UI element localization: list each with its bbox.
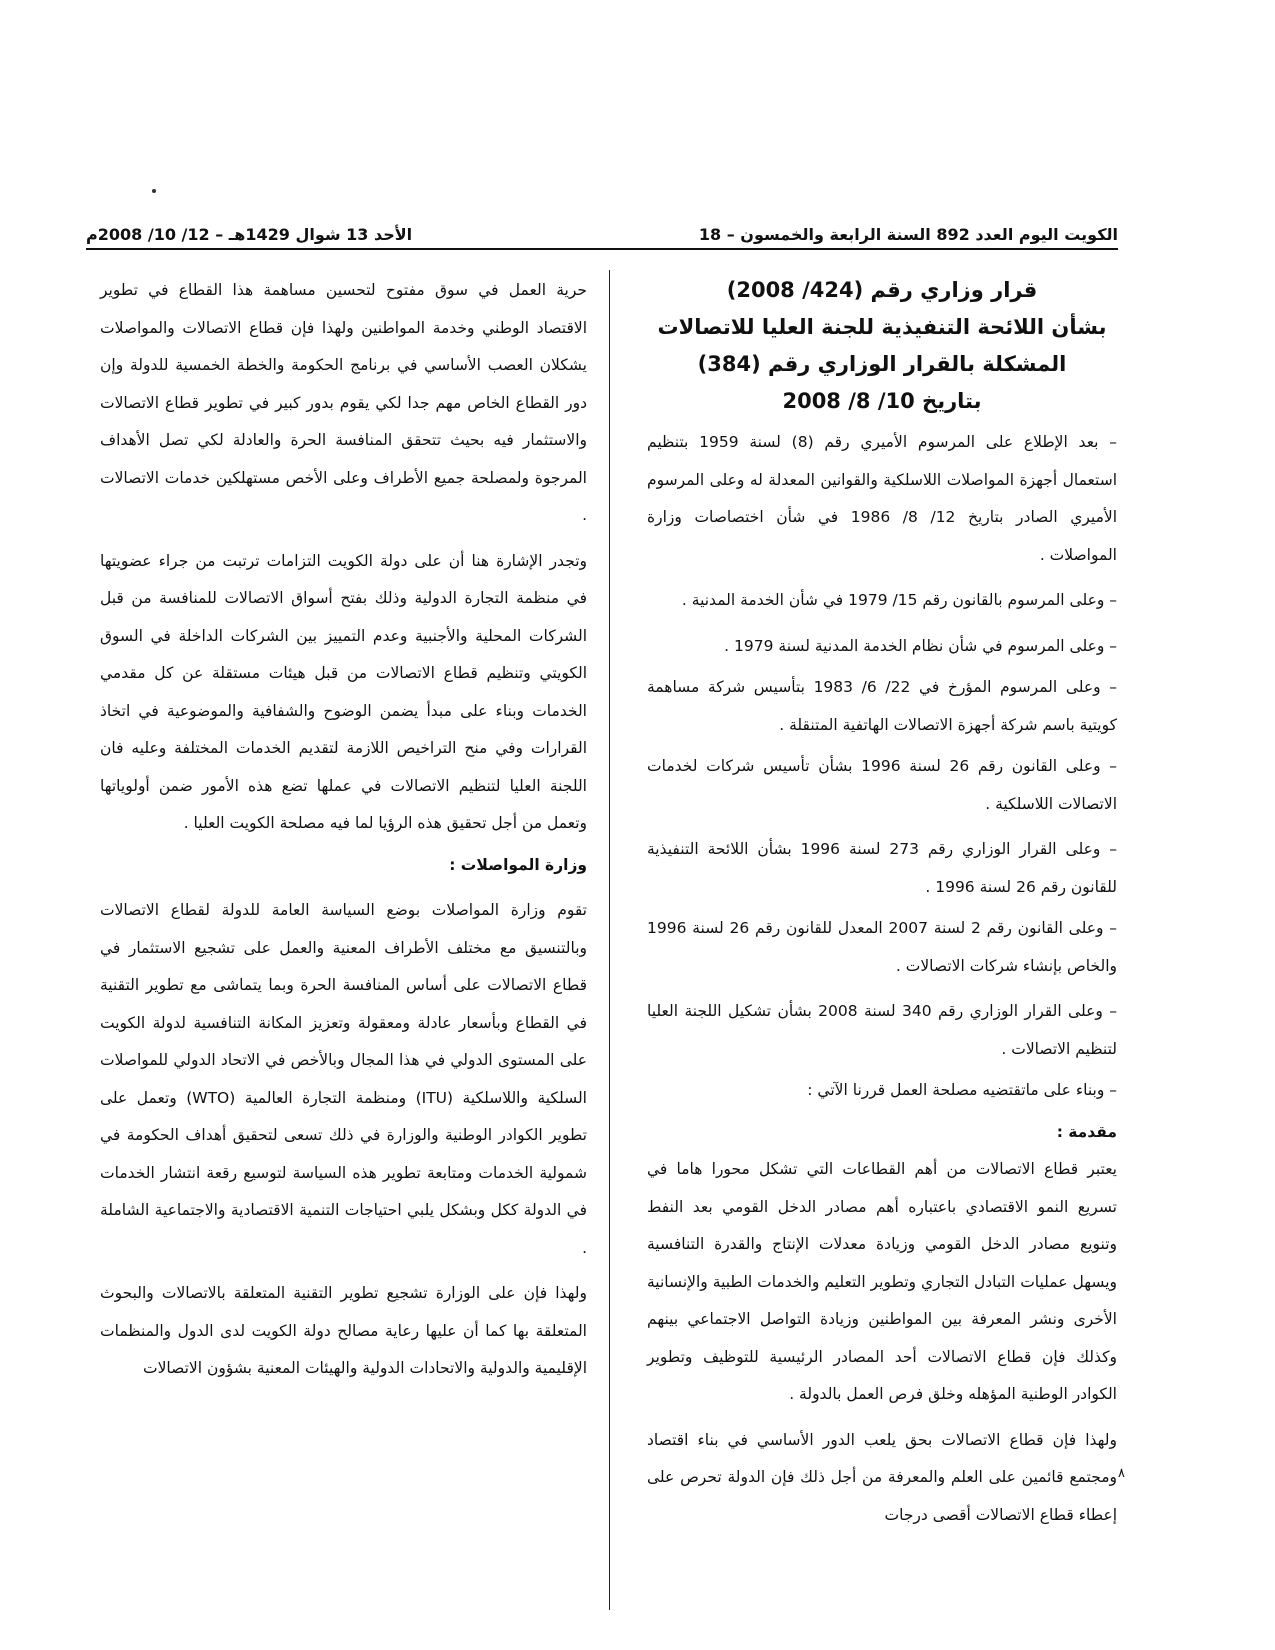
- margin-mark: ٨: [1118, 1466, 1125, 1481]
- intro-paragraph: يعتبر قطاع الاتصالات من أهم القطاعات التي تشكل محورا هاما في تسريع النمو الاقتصادي باعتباره أهم مصادر الدخل القومي بعد النفط وتنويع مصادر الدخل القومي وزيادة معدلات الإنتاج والقدرة التنافسية ويسهل عمليات التبادل التجاري وتطوير التعليم والخدمات الطبية والإنسانية الأخرى ونشر المعرفة بين المواطنين وزيادة التواصل الاجتماعي بينهم وكذلك فإن قطاع الاتصالات أحد المصادر الرئيسية للتوظيف وتطوير الكوادر الوطنية المؤهله وخلق فرص العمل بالدولة .: [647, 1160, 1117, 1403]
- title-line-3: المشكلة بالقرار الوزاري رقم (384): [697, 352, 1067, 376]
- right-column: [647, 272, 1117, 1538]
- preamble-paragraph: – وعلى القانون رقم 2 لسنة 2007 المعدل للقانون رقم 26 لسنة 1996 والخاص بإنشاء شركات الاتصالات .: [647, 919, 1117, 975]
- preamble-paragraph: – وبناء على ماتقتضيه مصلحة العمل قررنا الآتي :: [807, 1081, 1117, 1099]
- intro-heading: مقدمة :: [1056, 1122, 1117, 1141]
- title-line-4: بتاريخ 10/ 8/ 2008: [782, 389, 982, 413]
- preamble-paragraph: – وعلى القرار الوزاري رقم 340 لسنة 2008 بشأن تشكيل اللجنة العليا لتنظيم الاتصالات .: [647, 1002, 1117, 1058]
- preamble-paragraph: – وعلى القرار الوزاري رقم 273 لسنة 1996 بشأن اللائحة التنفيذية للقانون رقم 26 لسنة 1996 .: [647, 840, 1117, 896]
- column-divider: [609, 270, 610, 1610]
- preamble-paragraph: – وعلى القانون رقم 26 لسنة 1996 بشأن تأسيس شركات لخدمات الاتصالات اللاسلكية .: [647, 757, 1117, 813]
- preamble-paragraph: – وعلى المرسوم في شأن نظام الخدمة المدنية لسنة 1979 .: [724, 636, 1117, 655]
- page-header: [86, 214, 1118, 244]
- preamble-paragraph: – وعلى المرسوم المؤرخ في 22/ 6/ 1983 بتأسيس شركة مساهمة كويتية باسم شركة أجهزة الاتصالات الهاتفية المتنقلة .: [647, 678, 1117, 734]
- preamble-paragraph: – وعلى المرسوم بالقانون رقم 15/ 1979 في شأن الخدمة المدنية .: [681, 591, 1117, 609]
- body-paragraph: وتجدر الإشارة هنا أن على دولة الكويت التزامات ترتبت من جراء عضويتها في منظمة التجارة الدولية وذلك بفتح أسواق الاتصالات للمنافسة من قبل الشركات المحلية والأجنبية وعدم التمييز بين الشركات الداخلة في السوق الكويتي وتنظيم قطاع الاتصالات من قبل هيئات مستقلة عن كل مقدمي الخدمات وبناء على مبدأ يضمن الوضوح والشفافية والموضوعية في اتخاذ القرارات وفي منح التراخيص اللازمة لتقديم الخدمات المختلفة وعليه فان اللجنة العليا لتنظيم الاتصالات في عملها تضع هذه الأمور ضمن أولوياتها وتعمل من أجل تحقيق هذه الرؤيا لما فيه مصلحة الكويت العليا .: [100, 551, 587, 832]
- left-column: [100, 272, 587, 1392]
- preamble-paragraph: – بعد الإطلاع على المرسوم الأميري رقم (8) لسنة 1959 بتنظيم استعمال أجهزة المواصلات اللاسلكية والقوانين المعدلة له وعلى المرسوم الأميري الصادر بتاريخ 12/ 8/ 1986 في شأن اختصاصات وزارة المواصلات .: [647, 433, 1118, 564]
- header-rule: [86, 248, 1118, 250]
- ministry-paragraph: ولهذا فإن على الوزارة تشجيع تطوير التقنية المتعلقة بالاتصالات والبحوث المتعلقة بها كما أن عليها رعاية مصالح دولة الكويت لدى الدول والمنظمات الإقليمية والدولية والاتحادات الدولية والهيئات المعنية بشؤون الاتصالات: [100, 1284, 587, 1377]
- title-line-2: بشأن اللائحة التنفيذية للجنة العليا للاتصالات: [657, 315, 1107, 339]
- ministry-paragraph: تقوم وزارة المواصلات بوضع السياسة العامة للدولة لقطاع الاتصالات وبالتنسيق مع مختلف الأطراف المعنية والعمل على تشجيع الاستثمار في قطاع الاتصالات على أساس المنافسة الحرة وبما يتماشى مع تطوير التقنية في القطاع وبأسعار عادلة ومعقولة وتعزيز المكانة التنافسية لدولة الكويت على المستوى الدولي في هذا المجال وبالأخص في الاتحاد الدولي للمواصلات السلكية واللاسلكية (ITU) ومنظمة التجارة العالمية (WTO) وتعمل على تطوير الكوادر الوطنية والوزارة في ذلك تسعى لتحقيق أهداف الحكومة في شمولية الخدمات ومتابعة تطوير هذه السياسة لتوسيع رقعة انتشار الخدمات في الدولة ككل وبشكل يلبي احتياجات التنمية الاقتصادية والاجتماعية الشاملة .: [100, 901, 587, 1257]
- title-line-1: قرار وزاري رقم (424/ 2008): [726, 278, 1038, 302]
- ministry-heading: وزارة المواصلات :: [449, 855, 587, 874]
- intro-paragraph: ولهذا فإن قطاع الاتصالات بحق يلعب الدور الأساسي في بناء اقتصاد ومجتمع قائمين على العلم والمعرفة من أجل ذلك فإن الدولة تحرص على إعطاء قطاع الاتصالات أقصى درجات: [647, 1430, 1117, 1524]
- header-date: الأحد 13 شوال 1429هـ – 12/ 10/ 2008م: [86, 225, 413, 244]
- scan-speck: [152, 189, 156, 193]
- header-issue-info: الكويت اليوم العدد 892 السنة الرابعة والخمسون – 18: [698, 225, 1118, 244]
- decree-title: [647, 272, 1117, 420]
- body-paragraph: حرية العمل في سوق مفتوح لتحسين مساهمة هذا القطاع في تطوير الاقتصاد الوطني وخدمة المواطنين ولهذا فإن قطاع الاتصالات والمواصلات يشكلان العصب الأساسي في برنامج الحكومة والخطة الخمسية للدولة وإن دور القطاع الخاص مهم جدا لكي يقوم بدور كبير في تطوير قطاع الاتصالات والاستثمار فيه بحيث تتحقق المنافسة الحرة والعادلة لكي تصل الأهداف المرجوة ولمصلحة جميع الأطراف وعلى الأخص مستهلكين خدمات الاتصالات .: [100, 281, 587, 524]
